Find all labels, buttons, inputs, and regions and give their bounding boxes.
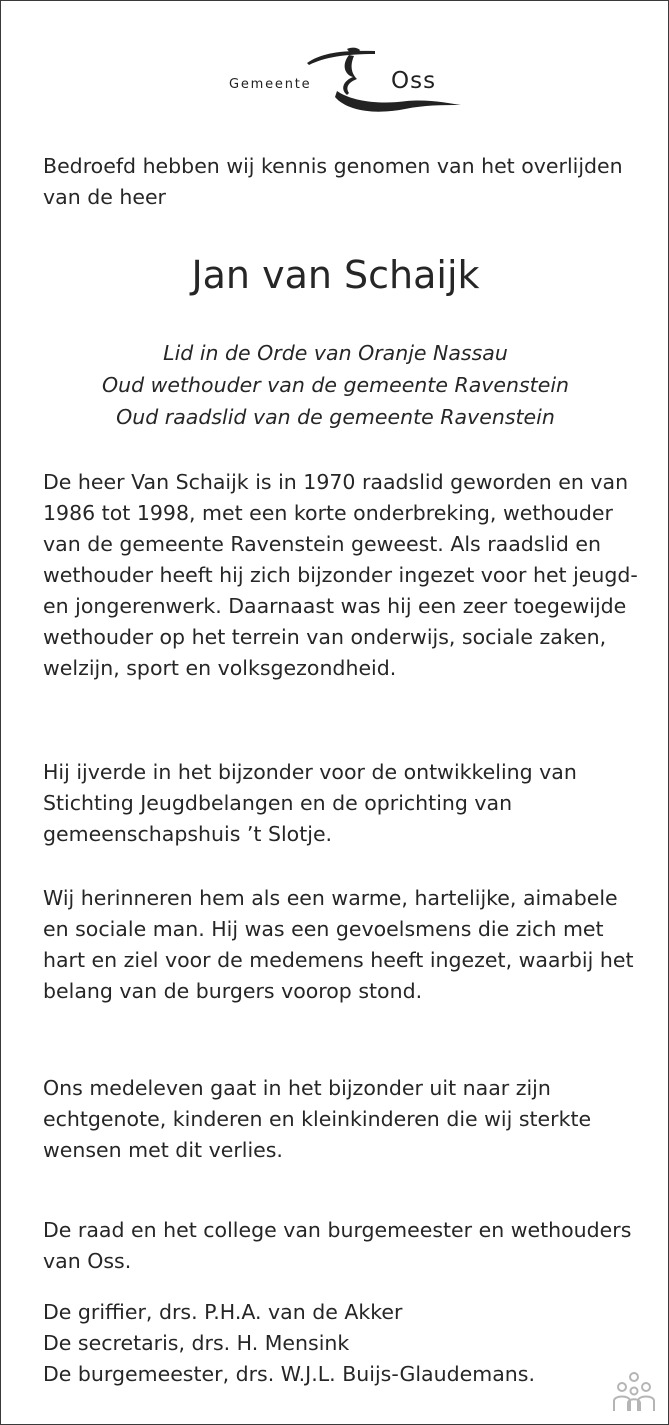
logo-right-text: Oss (391, 68, 437, 94)
paragraph-text: Wij herinneren hem als een warme, hartelijke, aimabele en sociale man. Hij was een gevoelsmens die zich met hart en ziel voor de medemens heeft ingezet, waarbij het belang van de burgers voorop stond. (43, 886, 634, 1003)
paragraph-text: De heer Van Schaijk is in 1970 raadslid geworden en van 1986 tot 1998, met een korte onderbreking, wethouder van de gemeente Ravenstein geweest. Als raadslid en wethouder heeft hij zich bijzonder ingezet voor het jeugd- en jongerenwerk. Daarnaast was hij een zeer toegewijde wethouder op het terrein van onderwijs, sociale zaken, welzijn, sport en volksgezondheid. (43, 470, 638, 680)
title-line: Oud raadslid van de gemeente Ravenstein (116, 405, 555, 429)
body-paragraph-4 (43, 1073, 643, 1166)
paragraph-text: Ons medeleven gaat in het bijzonder uit naar zijn echtgenote, kinderen en kleinkinderen die wij sterkte wensen met dit verlies. (43, 1076, 592, 1162)
gemeente-oss-logo (229, 43, 464, 123)
signatory-line: De burgemeester, drs. W.J.L. Buijs-Glaudemans. (43, 1362, 535, 1386)
paragraph-text: Hij ijverde in het bijzonder voor de ontwikkeling van Stichting Jeugdbelangen en de oprichting van gemeenschapshuis ’t Slotje. (43, 760, 577, 846)
intro-paragraph: Bedroefd hebben wij kennis genomen van het overlijden van de heer (43, 154, 623, 209)
paragraph-text: De raad en het college van burgemeester en wethouders van Oss. (43, 1218, 632, 1273)
honorific-titles (1, 337, 669, 433)
closing-paragraph (43, 1215, 643, 1277)
deceased-name: Jan van Schaijk (191, 253, 480, 297)
title-line: Lid in de Orde van Oranje Nassau (163, 341, 508, 365)
logo-left-text: Gemeente (229, 77, 312, 92)
intro-text (43, 151, 643, 213)
body-paragraph-1 (43, 467, 643, 684)
signatories (43, 1297, 643, 1390)
body-paragraph-2 (43, 757, 643, 850)
title-line: Oud wethouder van de gemeente Ravenstein (101, 373, 570, 397)
signatory-line: De griffier, drs. P.H.A. van de Akker (43, 1300, 403, 1324)
body-paragraph-3 (43, 883, 643, 1007)
signatory-line: De secretaris, drs. H. Mensink (43, 1331, 350, 1355)
family-icon (610, 1371, 658, 1413)
